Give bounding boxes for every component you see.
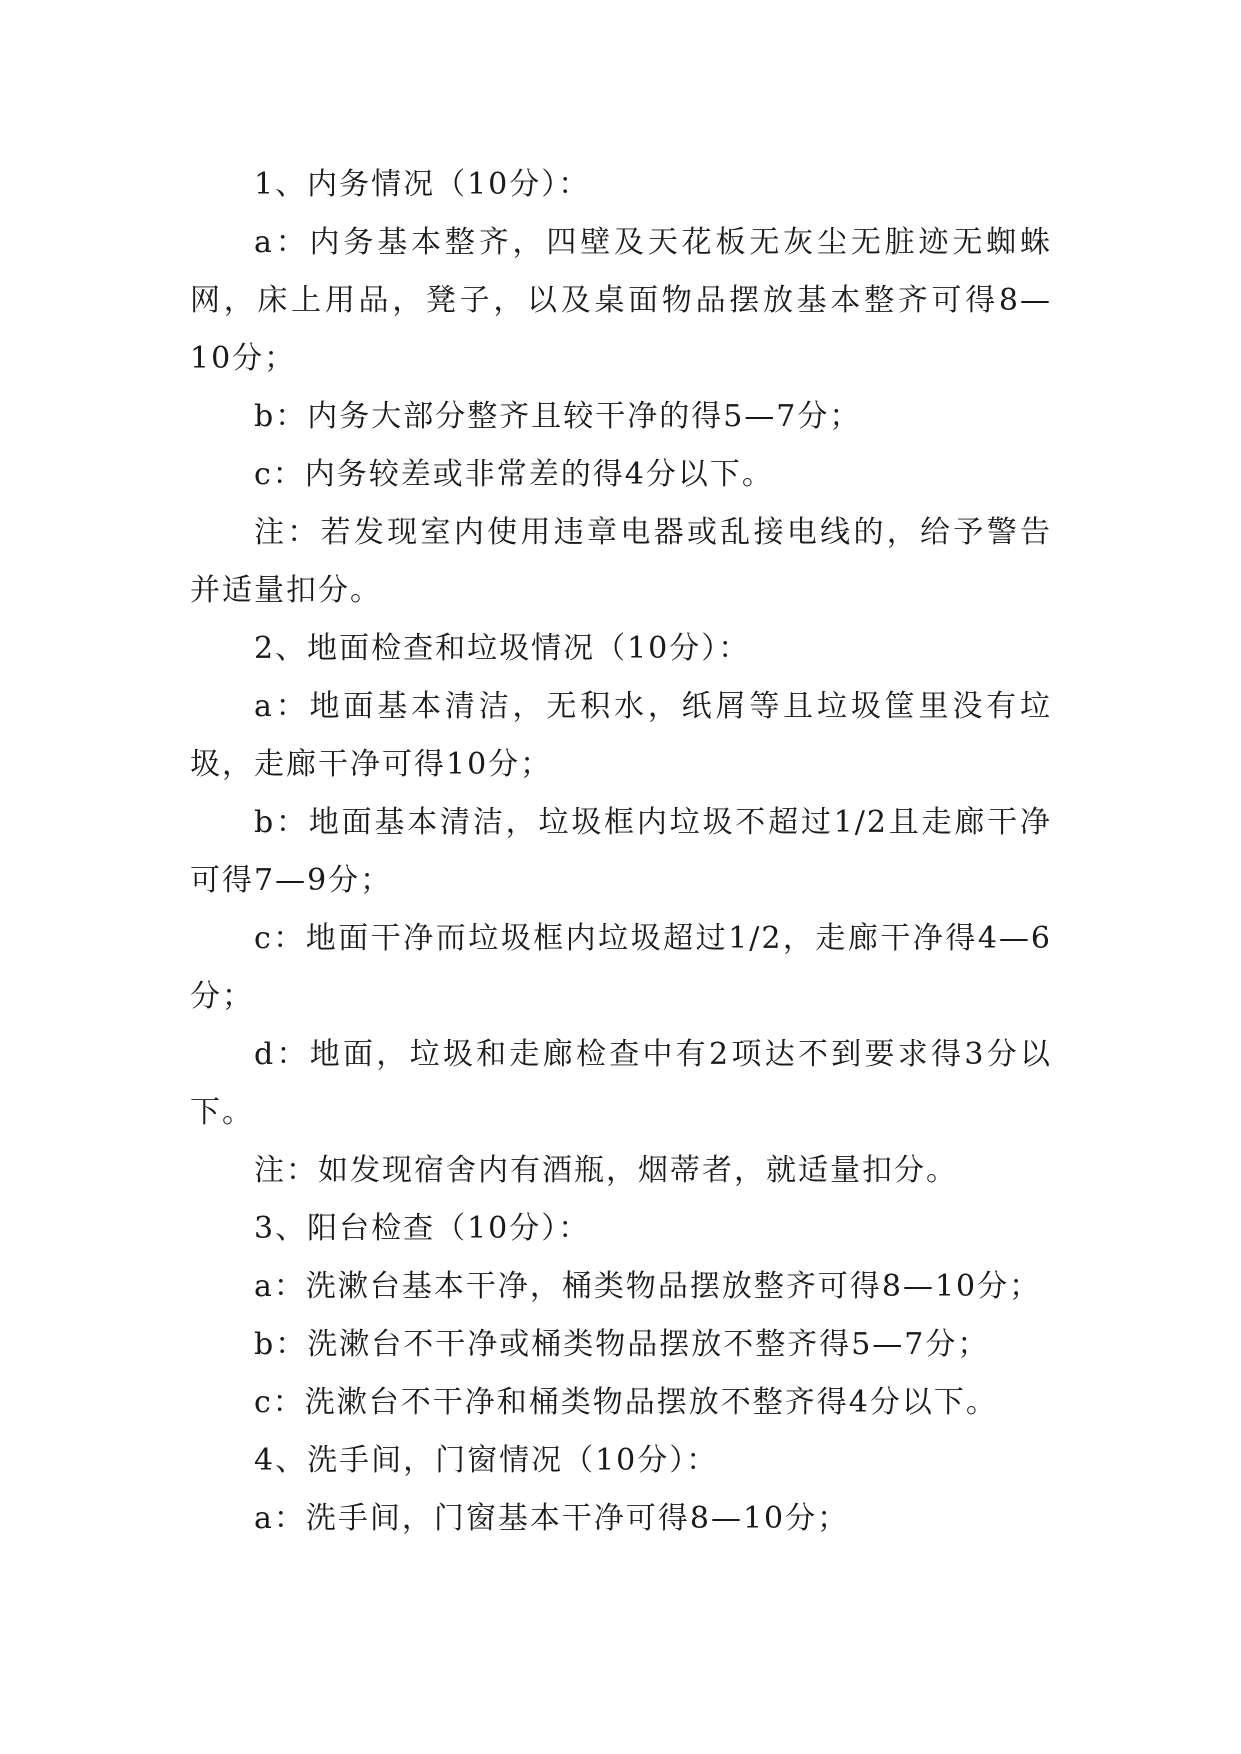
document-body bbox=[190, 156, 1052, 1548]
section-heading-washroom-doors: 4、洗手间，门窗情况（10分）： bbox=[254, 1443, 719, 1478]
criterion-item: a：内务基本整齐，四壁及天花板无灰尘无脏迹无蜘蛛网，床上用品，凳子，以及桌面物品摆放基本整齐可得8—10分； bbox=[190, 225, 1052, 376]
criterion-item: c：地面干净而垃圾框内垃圾超过1/2，走廊干净得4—6分； bbox=[190, 921, 1052, 1014]
note-paragraph: 注：如发现宿舍内有酒瓶，烟蒂者，就适量扣分。 bbox=[254, 1153, 958, 1188]
criterion-item: c：洗漱台不干净和桶类物品摆放不整齐得4分以下。 bbox=[254, 1385, 998, 1420]
criterion-item: b：洗漱台不干净或桶类物品摆放不整齐得5—7分； bbox=[254, 1327, 990, 1362]
section-heading-floor-garbage: 2、地面检查和垃圾情况（10分）： bbox=[254, 631, 751, 666]
criterion-item: c：内务较差或非常差的得4分以下。 bbox=[254, 457, 774, 492]
criterion-item: a：洗漱台基本干净，桶类物品摆放整齐可得8—10分； bbox=[254, 1269, 1042, 1304]
criterion-item: a：洗手间，门窗基本干净可得8—10分； bbox=[254, 1501, 850, 1536]
criterion-item: d：地面，垃圾和走廊检查中有2项达不到要求得3分以下。 bbox=[190, 1037, 1052, 1130]
criterion-item: a：地面基本清洁，无积水，纸屑等且垃圾筐里没有垃圾，走廊干净可得10分； bbox=[190, 689, 1052, 782]
section-heading-balcony: 3、阳台检查（10分）： bbox=[254, 1211, 591, 1246]
criterion-item: b：内务大部分整齐且较干净的得5—7分； bbox=[254, 399, 862, 434]
note-paragraph: 注：若发现室内使用违章电器或乱接电线的，给予警告并适量扣分。 bbox=[190, 515, 1052, 608]
criterion-item: b：地面基本清洁，垃圾框内垃圾不超过1/2且走廊干净可得7—9分； bbox=[190, 805, 1052, 898]
section-heading-housekeeping: 1、内务情况（10分）： bbox=[254, 167, 591, 202]
